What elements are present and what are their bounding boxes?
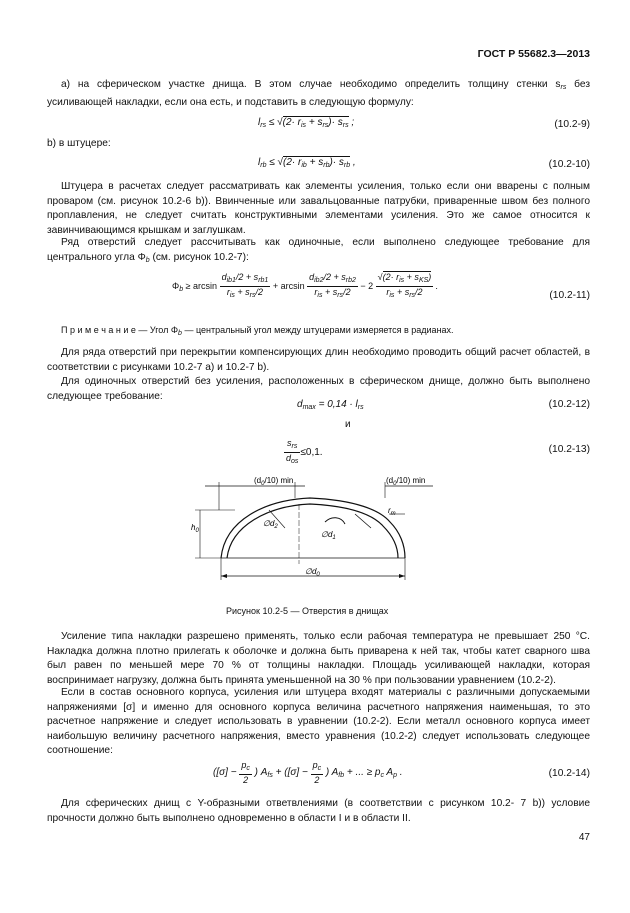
paragraph-overlap: Для ряда отверстий при перекрытии компенсирующих длин необходимо проводить общий расчет областей, в соответствии с рисунками 10.2-7 a) и 10.2-7 b). — [47, 347, 590, 373]
label-d2: $\emptyset d_2$ — [263, 519, 278, 530]
figure-head-openings — [175, 470, 465, 600]
equation-10-2-12: $d_{max} = 0,14 \cdot l_{rs}$ — [297, 399, 364, 411]
equation-number: (10.2-13) — [548, 444, 590, 455]
paragraph-y-branches: Для сферических днищ с Y-образными ответвлениями (в соответствии с рисунком 10.2- 7 b)) условие прочности должно быть выполнено одновременно в области I и в области II. — [47, 798, 590, 824]
equation-10-2-9: $l_{rs} \le √(2\cdot r_{is} + s_{rs})\cdot s_{rs}$ ; — [258, 117, 355, 129]
head-outer-contour — [221, 498, 405, 558]
label-d0-min-right: $(d_0/10)$ min — [386, 476, 426, 487]
figure-caption: Рисунок 10.2-5 — Отверстия в днищах — [226, 606, 389, 616]
equation-number: (10.2-14) — [548, 768, 590, 779]
document-header: ГОСТ Р 55682.3—2013 — [477, 48, 590, 60]
note: П р и м е ч а н и е — Угол $\Phi_b$ — центральный угол между штуцерами измеряется в радианах. — [61, 325, 454, 337]
equation-10-2-14: ([σ] − $\frac{p_c}{2}$ ) $A_{fs} + ([\sigma]$ − $\frac{p_c}{2}$ ) $A_{fb}$ + ... ≥ $p_c$ $A_p$ . — [213, 760, 403, 785]
label-rm: $r_m$ — [388, 506, 396, 517]
label-d1: $\emptyset d_1$ — [321, 530, 336, 541]
paragraph-materials: Если в состав основного корпуса, усиления или штуцера входят материалы с различными допускаемыми напряжениями [σ] и именно для основного корпуса величина расчетного напряжения наименьшая, то это расчетное напряжение и следует использовать в уравнении (10.2-2). Если металл основного корпуса имеет наибольшую величину расчетного напряжения, вместо уравнения (10.2-2) следует использовать следующее соотношение: — [47, 687, 590, 756]
label-D0: $\emptyset d_0$ — [305, 567, 320, 578]
page-number: 47 — [578, 832, 590, 843]
label-h0: $h_0$ — [191, 523, 199, 534]
paragraph-b: b) в штуцере: — [47, 138, 111, 149]
paragraph-row-of-openings: Ряд отверстий следует рассчитывать как одиночные, если выполнено следующее требование для центрального угла $\Phi_b$ (см. рисунок 10.2-7): — [47, 237, 590, 264]
equation-number: (10.2-11) — [549, 290, 590, 301]
equation-10-2-11: $\Phi_b \ge \arcsin$ $\frac{d_{ib1}/2 + s_{rb1}}{r_{is} + s_{rs}/2}$ + arcsin $\frac{d_{ib2}/2 + s_{rb2}}{r_{is} + s_{rs}/2}$ − 2 $\frac{√(2\cdot r_{is} + s_{KS})}{r_{is} + s_{rs}/2}$ . — [172, 272, 439, 299]
equation-number: (10.2-10) — [548, 159, 590, 170]
equation-10-2-13: $\frac{s_{rs}}{d_{os}}$ ≤0,1. — [286, 438, 323, 465]
label-d0-min-left: $(d_0/10)$ min — [254, 476, 294, 487]
equation-10-2-10: $l_{rb} \le √(2\cdot r_{ib} + s_{rb})\cdot s_{rb}$ , — [258, 157, 356, 169]
head-inner-contour — [227, 504, 398, 558]
paragraph-a: a) на сферическом участке днища. В этом случае необходимо определить толщину стенки $s_{rs}$ без усиливающей накладки, если она есть, и подставить в следующую формулу: — [47, 79, 591, 108]
paragraph-single-openings: Для одиночных отверстий без усиления, расположенных в сферическом днище, должно быть выполнено следующее требование: — [47, 376, 590, 402]
equation-number: (10.2-9) — [554, 119, 590, 130]
equation-number: (10.2-12) — [548, 399, 590, 410]
paragraph-pad: Усиление типа накладки разрешено применять, только если рабочая температура не превышает 250 °С. Накладка должна плотно прилегать к оболочке и должна быть приварена к ней так, чтобы катет сварного шва был равен по меньшей мере 70 % от толщины накладки. Площадь усиливающей накладки, которая воспринимает нагрузку, должна быть принята уменьшенной на 30 % при пользовании уравнением (10.2-2). — [47, 631, 590, 686]
conjunction-and: и — [345, 419, 351, 430]
paragraph-nozzles: Штуцера в расчетах следует рассматривать как элементы усиления, только если они вварены с полным проваром (см. рисунок 10.2-6 b)). Ввинченные или завальцованные патрубки, приваренные швом без полного проплавления, не следует считать конструктивными элементами усиления. Это же самое относится к завинчивающимся крышкам и заглушкам. — [47, 181, 590, 236]
